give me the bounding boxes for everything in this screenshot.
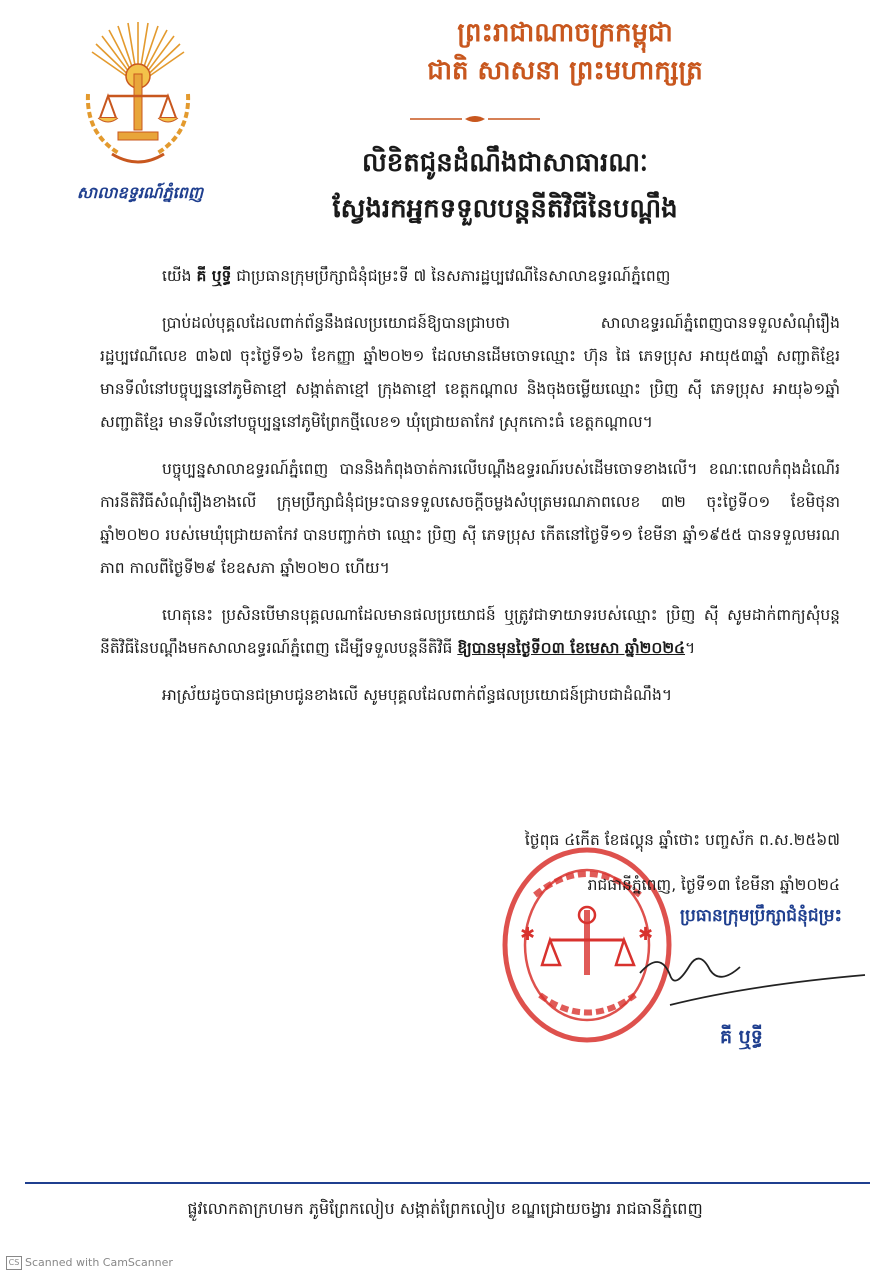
kingdom-name: ព្រះរាជាណាចក្រកម្ពុជា <box>457 18 673 48</box>
svg-text:✱: ✱ <box>638 924 654 945</box>
camscanner-logo-icon: CS <box>6 1256 22 1270</box>
paragraph-intro <box>100 260 840 293</box>
motto-text: ជាតិ សាសនា ព្រះមហាក្សត្រ <box>427 56 703 86</box>
intro-text: យើង <box>162 267 197 285</box>
paragraph-request <box>100 599 840 665</box>
notice-body <box>100 260 840 726</box>
ornamental-divider <box>410 115 540 123</box>
paragraph-status: បច្ចុប្បន្នសាលាឧទ្ធរណ៍ភ្នំពេញ បាននិងកំពុងចាត់ការលើបណ្តឹងឧទ្ធរណ៍របស់ដើមចោទខាងលើ។ ខណៈពេលកំពុងដំណើរការនីតិវិធីសំណុំរឿងខាងលើ ក្រុមប្រឹក្សាជំនុំជម្រះបានទទួលសេចក្តីចម្លងសំបុត្រមរណភាពលេខ ៣២ ចុះថ្ងៃទី០១ ខែមិថុនា ឆ្នាំ២០២០ របស់មេឃុំជ្រោយតាកែវ បានបញ្ជាក់ថា ឈ្មោះ ប្រិញ សុី ភេទប្រុស កើតនៅថ្ងៃទី១១ ខែមីនា ឆ្នាំ១៩៥៥ បានទទួលមរណភាព កាលពីថ្ងៃទី២៩ ខែឧសភា ឆ្នាំ២០២០ ហើយ។ <box>100 460 840 577</box>
deadline-text: ឱ្យបានមុនថ្ងៃទី០៣ ខែមេសា ឆ្នាំ២០២៤ <box>457 639 686 657</box>
request-text: ហេតុនេះ ប្រសិនបើមានបុគ្គលណាដែលមានផលប្រយោជន៍ ឬត្រូវជាទាយាទរបស់ឈ្មោះ ប្រិញ សុី សូមដាក់ពាក្យសុំបន្តនីតិវិធីនៃបណ្តឹងមកសាលាឧទ្ធរណ៍ភ្នំពេញ ដើម្បីទទួលបន្តនីតិវិធី <box>100 606 840 657</box>
signer-name: គី ឬទ្ធី <box>720 1026 763 1048</box>
notice-title-line1: លិខិតជូនដំណឹងជាសាធារណៈ <box>362 148 648 178</box>
signature-icon <box>630 945 870 1015</box>
svg-text:✱: ✱ <box>520 924 536 945</box>
paragraph-closing: អាស្រ័យដូចបានជម្រាបជូនខាងលើ សូមបុគ្គលដែលពាក់ព័ន្ធផលប្រយោជន៍ជ្រាបជាដំណឹង។ <box>162 686 673 704</box>
notice-title-line2: ស្វែងរកអ្នកទទួលបន្តនីតិវិធីនៃបណ្តឹង <box>332 194 678 224</box>
footer-divider <box>25 1182 870 1184</box>
paragraph-case: ប្រាប់ដល់បុគ្គលដែលពាក់ព័ន្ធនឹងផលប្រយោជន៍ឱ្យបានជ្រាបថា សាលាឧទ្ធរណ៍ភ្នំពេញបានទទួលសំណុំរឿងរដ្ឋប្បវេណីលេខ ៣៦៧ ចុះថ្ងៃទី១៦ ខែកញ្ញា ឆ្នាំ២០២១ ដែលមានដើមចោទឈ្មោះ ហ៊ុន ផៃ ភេទប្រុស អាយុ៥៣ឆ្នាំ សញ្ជាតិខ្មែរ មានទីលំនៅបច្ចុប្បន្ននៅភូមិតាខ្មៅ សង្កាត់តាខ្មៅ ក្រុងតាខ្មៅ ខេត្តកណ្តាល និងចុងចម្លើយឈ្មោះ ប្រិញ សុី ភេទប្រុស អាយុ៦១ឆ្នាំ សញ្ជាតិខ្មែរ មានទីលំនៅបច្ចុប្បន្ននៅភូមិព្រែកថ្មីលេខ១ ឃុំជ្រោយតាកែវ ស្រុកកោះធំ ខេត្តកណ្តាល។ <box>100 314 840 431</box>
national-motto <box>300 14 830 90</box>
notice-title <box>180 140 830 232</box>
court-name: សាលាឧទ្ធរណ៍ភ្នំពេញ <box>76 183 204 202</box>
scanner-watermark <box>6 1256 173 1270</box>
request-end: ។ <box>685 639 696 657</box>
signer-title: ប្រធានក្រុមប្រឹក្សាជំនុំជម្រះ <box>679 906 842 926</box>
solar-date: រាជធានីភ្នំពេញ, ថ្ងៃទី១៣ ខែមីនា ឆ្នាំ២០២៤ <box>587 876 840 894</box>
footer-address: ផ្លូវលោកតាក្រហមក ភូមិព្រែកលៀប សង្កាត់ព្រែកលៀប ខណ្ឌជ្រោយចង្វារ រាជធានីភ្នំពេញ <box>187 1199 703 1218</box>
intro-text-rest: ជាប្រធានក្រុមប្រឹក្សាជំនុំជម្រះទី ៧ នៃសភារដ្ឋប្បវេណីនៃសាលាឧទ្ធរណ៍ភ្នំពេញ <box>231 267 671 285</box>
presiding-judge-name: គី ឬទ្ធី <box>196 267 232 285</box>
scanner-watermark-text: Scanned with CamScanner <box>25 1256 173 1269</box>
lunar-date: ថ្ងៃពុធ ៤កើត ខែផល្គុន ឆ្នាំថោះ បញ្ចស័ក ព.ស.២៥៦៧ <box>524 831 840 849</box>
